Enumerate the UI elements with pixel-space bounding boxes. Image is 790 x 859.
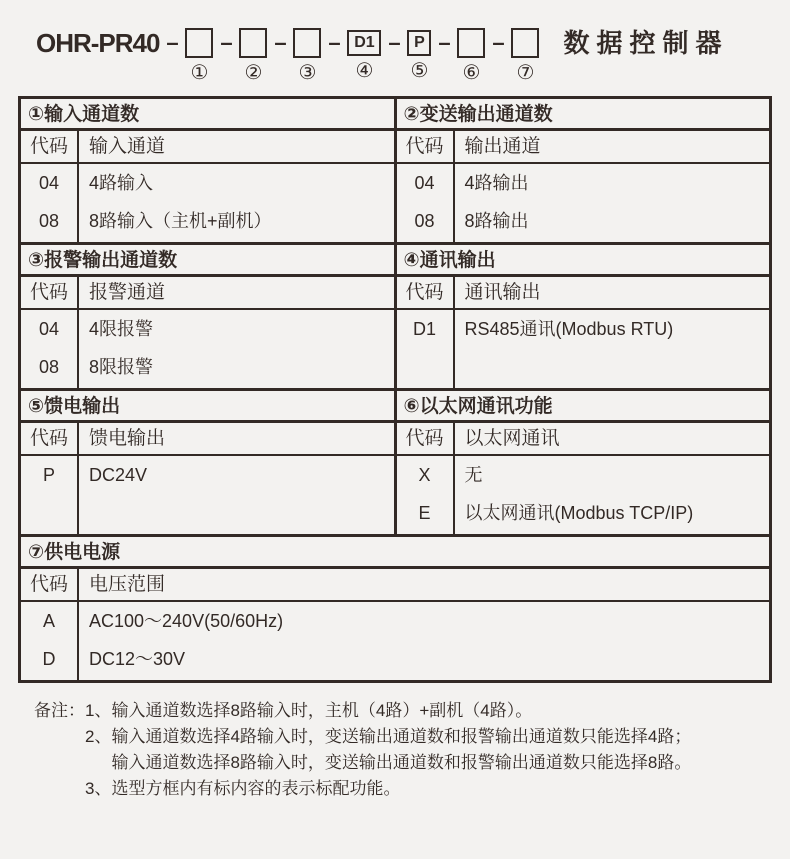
option-box-2: [239, 28, 267, 58]
note-number: 3、: [85, 779, 112, 798]
code-header-cell: 代码: [397, 131, 455, 162]
code-header-cell: 代码: [397, 423, 455, 454]
code-cell: 04: [414, 173, 435, 193]
code-cell: 04: [38, 173, 60, 193]
desc-cell: 4限报警: [89, 319, 154, 339]
model-segment-4: [347, 28, 381, 81]
model-dash: –: [274, 30, 287, 55]
code-header-cell: 代码: [21, 277, 79, 308]
code-cell: 08: [414, 211, 435, 231]
option-box-5: P: [407, 30, 431, 56]
code-column: [397, 456, 455, 534]
model-segment-5: [407, 28, 431, 81]
notes-label: 备注：: [34, 701, 85, 720]
circled-index-5: ⑤: [410, 60, 429, 82]
code-column: [21, 602, 79, 680]
desc-column: [455, 164, 770, 242]
code-cell: D: [42, 649, 56, 669]
desc-cell: DC12～30V: [89, 649, 186, 669]
circled-index-1: ①: [190, 62, 209, 84]
option-box-7: [511, 28, 539, 58]
desc-cell: 8限报警: [89, 357, 154, 377]
section-body: [21, 310, 394, 388]
code-column: [397, 164, 455, 242]
section-body: [397, 456, 770, 534]
note-number: 2、: [85, 727, 112, 746]
note-item-3: [85, 776, 691, 802]
code-header-cell: 代码: [21, 569, 79, 600]
model-segment-1: [185, 28, 213, 83]
section-header-row: [397, 423, 770, 456]
desc-header-cell: 输出通道: [464, 136, 541, 157]
table-row-3: [21, 388, 769, 534]
note-item-2: [85, 724, 691, 776]
desc-column: [455, 456, 770, 534]
code-cell: A: [42, 611, 55, 631]
section-ethernet-function: [397, 391, 770, 534]
desc-header-cell: 报警通道: [89, 282, 166, 303]
circled-index-7: ⑦: [516, 62, 535, 84]
section-power-supply: [21, 537, 769, 680]
model-segment-2: [239, 28, 267, 83]
section-body: [21, 164, 394, 242]
section-input-channels: [21, 99, 397, 242]
desc-header-cell: 通讯输出: [464, 282, 541, 303]
option-box-6: [457, 28, 485, 58]
code-column: [21, 164, 79, 242]
code-cell: E: [418, 503, 431, 523]
desc-column: [79, 164, 394, 242]
option-box-4: D1: [347, 30, 381, 56]
table-row-1: [21, 99, 769, 242]
section-title: ⑥以太网通讯功能: [397, 391, 770, 423]
desc-header-cell: 电压范围: [89, 574, 166, 595]
model-dash: –: [438, 30, 451, 55]
model-selection-line: [0, 0, 790, 83]
desc-column: [79, 456, 394, 534]
section-body: [397, 164, 770, 242]
note-line: 输入通道数选择8路输入时，变送输出通道数和报警输出通道数只能选择8路。: [111, 753, 692, 772]
section-comm-output: [397, 245, 770, 388]
section-header-row: [21, 423, 394, 456]
note-line: 选型方框内有标内容的表示标配功能。: [111, 779, 401, 798]
section-title: ②变送输出通道数: [397, 99, 770, 131]
code-cell: 08: [38, 357, 60, 377]
model-dash: –: [492, 30, 505, 55]
desc-cell: AC100～240V(50/60Hz): [89, 611, 284, 631]
desc-column: [79, 310, 394, 388]
code-cell: P: [42, 465, 55, 485]
circled-index-3: ③: [298, 62, 317, 84]
code-column: [397, 310, 455, 388]
section-header-row: [397, 277, 770, 310]
code-header-cell: 代码: [21, 423, 79, 454]
section-header-row: [21, 277, 394, 310]
section-alarm-output-channels: [21, 245, 397, 388]
desc-column: [79, 602, 769, 680]
section-title: ⑤馈电输出: [21, 391, 394, 423]
code-cell: 04: [38, 319, 60, 339]
table-row-4: [21, 534, 769, 680]
code-header-cell: 代码: [21, 131, 79, 162]
section-header-row: [21, 131, 394, 164]
desc-cell: RS485通讯(Modbus RTU): [464, 319, 674, 339]
desc-cell: 4路输出: [464, 173, 529, 193]
desc-header-cell: 输入通道: [89, 136, 166, 157]
model-spec-table: [18, 96, 772, 683]
section-header-row: [397, 131, 770, 164]
desc-cell: DC24V: [89, 465, 148, 485]
model-segment-6: [457, 28, 485, 83]
note-number: 1、: [85, 701, 112, 720]
section-body: [21, 456, 394, 534]
circled-index-2: ②: [244, 62, 263, 84]
section-header-row: [21, 569, 769, 602]
note-line: 输入通道数选择8路输入时，主机（4路）+副机（4路）。: [111, 701, 533, 720]
code-cell: D1: [412, 319, 436, 339]
note-item-1: [85, 698, 691, 724]
notes: [34, 698, 790, 802]
circled-index-6: ⑥: [462, 62, 481, 84]
option-box-3: [293, 28, 321, 58]
note-items: [85, 698, 691, 802]
desc-header-cell: 馈电输出: [89, 428, 166, 449]
code-cell: 08: [38, 211, 60, 231]
product-type-label: 数据控制器: [563, 28, 729, 58]
desc-cell: 8路输入（主机+副机）: [89, 211, 272, 231]
section-title: ③报警输出通道数: [21, 245, 394, 277]
desc-cell: 4路输入: [89, 173, 154, 193]
code-column: [21, 310, 79, 388]
model-dash: –: [328, 30, 341, 55]
model-segment-3: [293, 28, 321, 83]
desc-cell: 8路输出: [464, 211, 529, 231]
section-title: ①输入通道数: [21, 99, 394, 131]
desc-column: [455, 310, 770, 388]
circled-index-4: ④: [355, 60, 374, 82]
model-segment-7: [511, 28, 539, 83]
model-dash: –: [388, 30, 401, 55]
code-header-cell: 代码: [397, 277, 455, 308]
section-body: [21, 602, 769, 680]
section-body: [397, 310, 770, 388]
section-title: ⑦供电电源: [21, 537, 769, 569]
desc-header-cell: 以太网通讯: [464, 428, 560, 449]
code-column: [21, 456, 79, 534]
section-title: ④通讯输出: [397, 245, 770, 277]
model-dash: –: [166, 30, 179, 55]
option-box-1: [185, 28, 213, 58]
model-prefix: OHR-PR40: [36, 28, 160, 58]
model-dash: –: [220, 30, 233, 55]
code-cell: X: [418, 465, 431, 485]
desc-cell: 无: [464, 465, 483, 485]
note-line: 输入通道数选择4路输入时，变送输出通道数和报警输出通道数只能选择4路；: [111, 727, 692, 746]
table-row-2: [21, 242, 769, 388]
section-transmit-output-channels: [397, 99, 770, 242]
section-power-feed-output: [21, 391, 397, 534]
desc-cell: 以太网通讯(Modbus TCP/IP): [464, 503, 694, 523]
